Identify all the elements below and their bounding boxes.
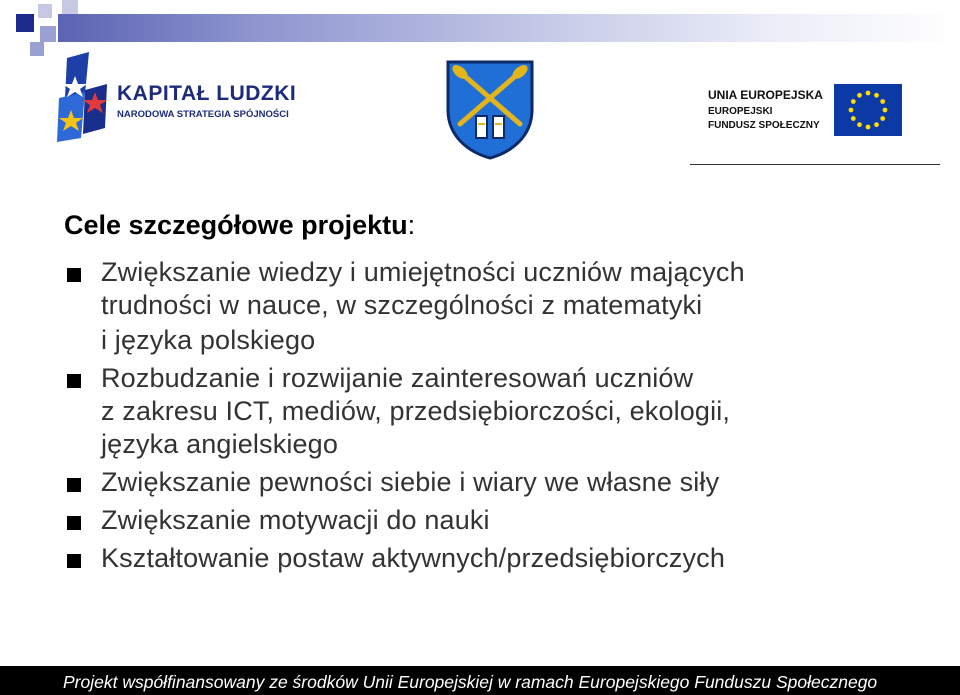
eu-logo-line2: EUROPEJSKI <box>708 106 773 117</box>
bullet-square-icon <box>67 478 81 492</box>
page-title-colon: : <box>407 210 416 240</box>
list-item-line: Zwiększanie wiedzy i umiejętności uczniów mających <box>101 257 745 287</box>
list-item-line: trudności w nauce, w szczególności z matematyki <box>101 290 703 320</box>
list-item <box>64 256 944 357</box>
list-item-line: Kształtowanie postaw aktywnych/przedsiębiorczych <box>101 543 725 573</box>
header-divider <box>690 164 940 165</box>
eu-logo <box>690 66 905 156</box>
eu-logo-line3: FUNDUSZ SPOŁECZNY <box>708 120 820 131</box>
bullet-square-icon <box>67 268 81 282</box>
list-item-line: Zwiększanie pewności siebie i wiary we własne siły <box>101 467 720 497</box>
decor-square <box>16 14 34 32</box>
bullet-square-icon <box>67 516 81 530</box>
list-item-line: języka angielskiego <box>101 429 338 459</box>
eu-logo-line1: UNIA EUROPEJSKA <box>708 88 823 102</box>
list-item-line: Zwiększanie motywacji do nauki <box>101 505 490 535</box>
decor-square <box>30 42 44 56</box>
list-item-line: z zakresu ICT, mediów, przedsiębiorczości, ekologii, <box>101 396 731 426</box>
footer-text: Projekt współfinansowany ze środków Unii Europejskiej w ramach Europejskiego Funduszu Społecznego <box>63 672 878 692</box>
decor-square <box>40 26 56 42</box>
page-title <box>64 210 415 241</box>
list-item-line: i języka polskiego <box>101 325 316 355</box>
bullet-square-icon <box>67 554 81 568</box>
list-item <box>64 542 944 575</box>
kapital-ludzki-emblem-icon <box>55 52 115 147</box>
decor-square <box>62 0 78 14</box>
coat-of-arms-icon <box>442 58 538 160</box>
bullet-square-icon <box>67 374 81 388</box>
eu-flag-icon <box>834 84 902 136</box>
list-item-line: Rozbudzanie i rozwijanie zainteresowań uczniów <box>101 363 694 393</box>
list-item <box>64 504 944 537</box>
coat-of-arms <box>442 58 538 160</box>
decor-square <box>38 4 52 18</box>
footer-bar <box>0 666 960 695</box>
kapital-ludzki-logo <box>55 52 297 147</box>
list-item <box>64 362 944 461</box>
list-item <box>64 466 944 499</box>
logo-subtitle: NARODOWA STRATEGIA SPÓJNOŚCI <box>117 109 289 120</box>
page-title-text: Cele szczegółowe projektu <box>64 210 408 240</box>
objectives-list <box>64 256 944 580</box>
header-band <box>58 14 960 42</box>
logo-title: KAPITAŁ LUDZKI <box>117 82 297 105</box>
